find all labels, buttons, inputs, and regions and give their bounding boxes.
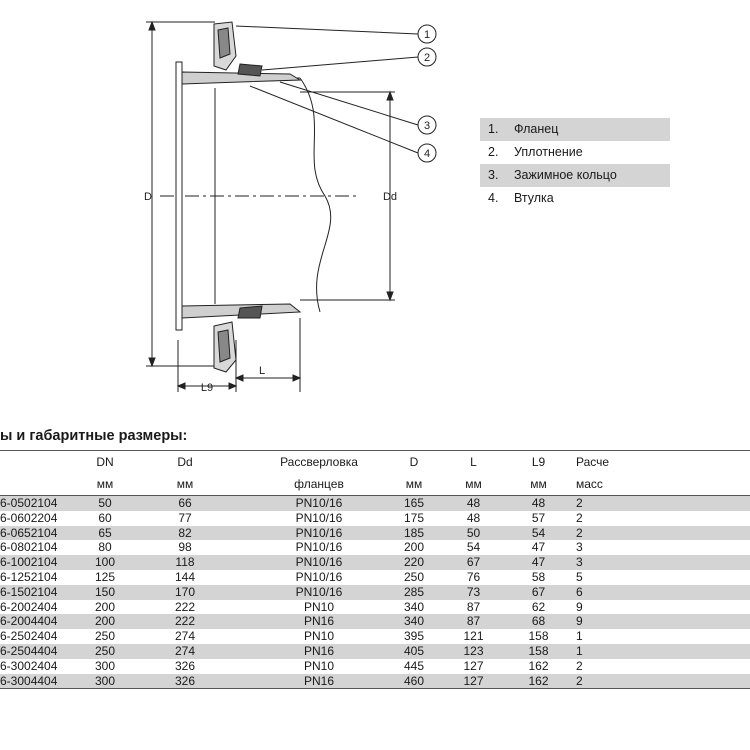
column-header: DN: [80, 451, 130, 474]
table-cell: 6-0652104: [0, 526, 80, 541]
column-header: мм: [517, 473, 560, 496]
table-cell: 274: [174, 629, 196, 644]
table-cell: 250: [94, 629, 116, 644]
column-header: фланцев: [240, 473, 398, 496]
table-cell: 121: [463, 629, 484, 644]
table-cell: 66: [130, 496, 240, 511]
table-cell: 9: [576, 599, 583, 614]
table-cell: 2: [576, 658, 583, 673]
table-cell: 326: [130, 674, 240, 689]
table-cell: 150: [80, 585, 130, 600]
table-cell: 68: [517, 614, 560, 629]
table-cell: 222: [174, 599, 196, 614]
table-row: [0, 511, 750, 526]
table-cell: 300: [80, 674, 130, 689]
legend-label: Уплотнение: [514, 145, 583, 159]
table-cell: 2: [576, 510, 583, 525]
table-cell: 165: [398, 496, 430, 511]
table-cell: 48: [466, 510, 481, 525]
table-cell: 54: [466, 540, 481, 555]
table-cell: 6-1502104: [0, 585, 80, 600]
table-cell: 60: [98, 510, 112, 525]
legend-number: 1.: [488, 122, 499, 136]
table-cell: 50: [80, 496, 130, 511]
dim-l9-label: L9: [200, 382, 214, 394]
legend-item: [480, 118, 670, 141]
legend-item: [480, 141, 670, 164]
table-cell: 6-2504404: [0, 644, 80, 659]
table-cell: 87: [466, 599, 481, 614]
table-cell: 6-1252104: [0, 569, 58, 584]
table-header-row: [0, 451, 750, 474]
table-cell: 340: [398, 614, 430, 629]
column-header: L: [430, 451, 517, 474]
table-row: [0, 629, 750, 644]
table-cell: 127: [430, 674, 517, 689]
table-cell: 118: [130, 555, 240, 570]
legend-label: Фланец: [514, 122, 559, 136]
table-cell: 58: [531, 569, 546, 584]
table-row: [0, 674, 750, 689]
column-header: Рассверловка: [240, 451, 398, 474]
table-cell: 54: [517, 526, 560, 541]
table-cell: 200: [403, 540, 425, 555]
column-header: D: [398, 451, 430, 474]
column-header: мм: [430, 473, 517, 496]
table-cell: 2: [560, 674, 750, 689]
table-cell: 326: [174, 658, 196, 673]
column-header: масс: [560, 473, 750, 496]
table-cell: 175: [403, 510, 425, 525]
table-cell: PN10/16: [240, 555, 398, 570]
table-cell: PN10/16: [295, 510, 343, 525]
table-cell: 274: [130, 644, 240, 659]
table-cell: 82: [130, 526, 240, 541]
table-cell: 158: [517, 644, 560, 659]
table-cell: 48: [430, 496, 517, 511]
dimensions-table-wrapper: [0, 450, 750, 740]
column-header: мм: [80, 473, 130, 496]
dim-l-label: L: [258, 365, 266, 377]
table-cell: 57: [531, 510, 546, 525]
table-header-row: [0, 473, 750, 496]
table-cell: PN10/16: [240, 585, 398, 600]
table-cell: 3: [560, 555, 750, 570]
callout-4: 4: [423, 148, 431, 160]
table-row: [0, 496, 750, 511]
table-cell: 222: [130, 614, 240, 629]
legend-label: Зажимное кольцо: [514, 168, 617, 182]
table-cell: 300: [94, 658, 116, 673]
table-cell: 395: [403, 629, 425, 644]
table-cell: 125: [94, 569, 116, 584]
table-cell: PN10: [303, 658, 335, 673]
table-cell: 48: [517, 496, 560, 511]
table-cell: 100: [80, 555, 130, 570]
table-cell: 76: [466, 569, 481, 584]
table-cell: 123: [430, 644, 517, 659]
table-cell: 77: [178, 510, 192, 525]
table-cell: 80: [98, 540, 112, 555]
dim-dd-label: Dd: [382, 191, 398, 203]
table-row: [0, 555, 750, 570]
table-cell: 50: [430, 526, 517, 541]
table-row: [0, 585, 750, 600]
table-cell: PN10: [303, 629, 335, 644]
column-header: [0, 473, 80, 496]
table-cell: 1: [560, 644, 750, 659]
table-cell: 67: [517, 585, 560, 600]
legend-item: [480, 187, 670, 210]
legend-item: [480, 164, 670, 187]
table-cell: 6-2004404: [0, 614, 80, 629]
table-cell: 6-3004404: [0, 674, 80, 689]
table-cell: PN16: [240, 644, 398, 659]
dimensions-table: [0, 450, 750, 689]
table-cell: 144: [174, 569, 196, 584]
table-row: [0, 614, 750, 629]
table-cell: PN10/16: [240, 526, 398, 541]
table-cell: 127: [463, 658, 484, 673]
table-cell: 250: [403, 569, 425, 584]
table-row: [0, 540, 750, 555]
table-cell: PN16: [240, 674, 398, 689]
table-cell: 98: [178, 540, 192, 555]
legend-number: 3.: [488, 168, 499, 182]
table-cell: 185: [398, 526, 430, 541]
table-cell: 200: [80, 614, 130, 629]
callout-3: 3: [423, 120, 431, 132]
table-cell: 162: [528, 658, 549, 673]
table-cell: 405: [398, 644, 430, 659]
table-cell: 285: [398, 585, 430, 600]
table-cell: 2: [560, 526, 750, 541]
table-cell: 162: [517, 674, 560, 689]
table-cell: 62: [531, 599, 546, 614]
column-header: Расче: [560, 451, 750, 474]
table-cell: 9: [560, 614, 750, 629]
section-title: ы и габаритные размеры:: [0, 428, 188, 444]
table-row: [0, 526, 750, 541]
legend-number: 4.: [488, 191, 499, 205]
table-cell: 2: [560, 496, 750, 511]
table-cell: 170: [130, 585, 240, 600]
column-header: мм: [398, 473, 430, 496]
parts-legend: [480, 118, 670, 210]
table-cell: 250: [80, 644, 130, 659]
table-cell: PN10: [303, 599, 335, 614]
table-row: [0, 659, 750, 674]
column-header: Dd: [130, 451, 240, 474]
table-cell: 1: [576, 629, 583, 644]
table-cell: 6-3002404: [0, 658, 58, 673]
table-cell: 340: [403, 599, 425, 614]
legend-label: Втулка: [514, 191, 554, 205]
table-cell: 445: [403, 658, 425, 673]
column-header: [0, 451, 80, 474]
table-cell: 6-0602204: [0, 510, 58, 525]
legend-number: 2.: [488, 145, 499, 159]
table-cell: 6-0802104: [0, 540, 58, 555]
table-cell: 220: [398, 555, 430, 570]
column-header: L9: [517, 451, 560, 474]
table-cell: 6: [560, 585, 750, 600]
table-cell: PN10/16: [240, 496, 398, 511]
table-cell: PN16: [240, 614, 398, 629]
column-header: мм: [130, 473, 240, 496]
table-cell: 5: [576, 569, 583, 584]
table-cell: 47: [531, 540, 546, 555]
table-cell: 3: [576, 540, 583, 555]
table-cell: 73: [430, 585, 517, 600]
table-cell: PN10/16: [295, 540, 343, 555]
table-cell: 87: [430, 614, 517, 629]
table-row: [0, 600, 750, 615]
table-cell: 460: [398, 674, 430, 689]
table-cell: 6-1002104: [0, 555, 80, 570]
table-row: [0, 644, 750, 659]
table-cell: 6-2002404: [0, 599, 58, 614]
table-cell: PN10/16: [295, 569, 343, 584]
table-cell: 200: [94, 599, 116, 614]
table-cell: 6-2502404: [0, 629, 58, 644]
table-cell: 47: [517, 555, 560, 570]
table-cell: 6-0502104: [0, 496, 80, 511]
table-cell: 65: [80, 526, 130, 541]
table-cell: 67: [430, 555, 517, 570]
table-row: [0, 570, 750, 585]
callout-2: 2: [423, 52, 431, 64]
dim-d-label: D: [144, 191, 152, 203]
callout-1: 1: [423, 29, 431, 41]
table-cell: 158: [528, 629, 549, 644]
